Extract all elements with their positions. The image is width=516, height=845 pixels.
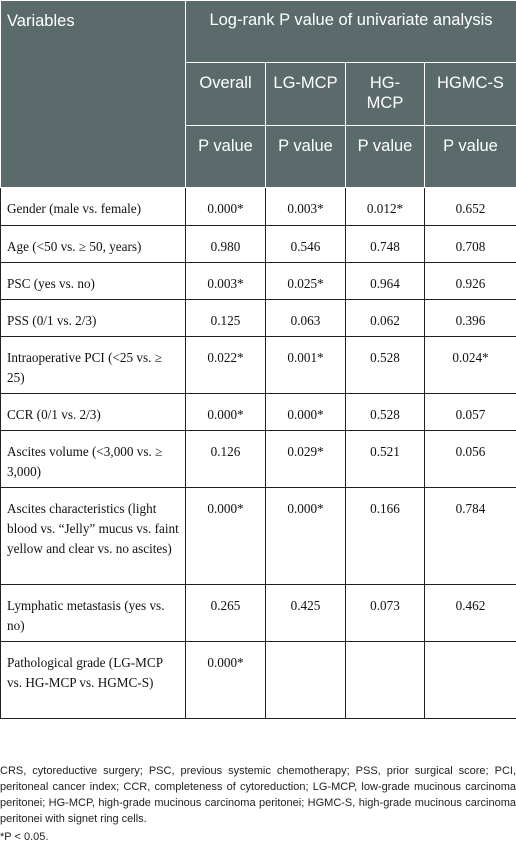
pvalue-cell: 0.003* — [266, 188, 346, 226]
pvalue-cell: 0.528 — [346, 337, 425, 394]
table-row — [1, 585, 516, 642]
pvalue-cell: 0.000* — [186, 642, 266, 719]
pvalue-cell: 0.029* — [266, 431, 346, 488]
pvalue-cell: 0.000* — [266, 488, 346, 585]
table-row — [1, 394, 516, 431]
variable-cell: Intraoperative PCI (<25 vs. ≥ 25) — [1, 337, 186, 394]
pvalue-header: P value — [266, 126, 346, 188]
pvalue-cell: 0.521 — [346, 431, 425, 488]
pvalue-cell: 0.063 — [266, 300, 346, 337]
variables-header: Variables — [1, 1, 186, 188]
pvalue-header: P value — [346, 126, 425, 188]
variable-cell: PSS (0/1 vs. 2/3) — [1, 300, 186, 337]
pvalue-cell: 0.980 — [186, 226, 266, 263]
pvalue-cell: 0.528 — [346, 394, 425, 431]
pvalue-header: P value — [186, 126, 266, 188]
table-row — [1, 188, 516, 226]
pvalue-cell: 0.056 — [425, 431, 516, 488]
pvalue-cell: 0.546 — [266, 226, 346, 263]
variable-cell: CCR (0/1 vs. 2/3) — [1, 394, 186, 431]
variable-cell: Pathological grade (LG-MCP vs. HG-MCP vs. HGMC-S) — [1, 642, 186, 719]
table-footnote — [0, 763, 516, 845]
pvalue-cell: 0.784 — [425, 488, 516, 585]
table-row — [1, 300, 516, 337]
pvalue-cell: 0.003* — [186, 263, 266, 300]
pvalue-cell: 0.001* — [266, 337, 346, 394]
pvalue-cell: 0.000* — [186, 394, 266, 431]
pvalue-cell: 0.748 — [346, 226, 425, 263]
pvalue-cell: 0.025* — [266, 263, 346, 300]
column-header-overall: Overall — [186, 63, 266, 126]
variable-cell: PSC (yes vs. no) — [1, 263, 186, 300]
abbreviations-note: CRS, cytoreductive surgery; PSC, previous systemic chemotherapy; PSS, prior surgical score; PCI, peritoneal cancer index; CCR, completeness of cytoreduction; LG-MCP, low-grade mucinous carcinoma peritonei; HG-MCP, high-grade mucinous carcinoma peritonei; HGMC-S, high-grade mucinous carcinoma peritonei with signet ring cells. — [0, 763, 516, 827]
pvalue-cell: 0.125 — [186, 300, 266, 337]
pvalue-cell: 0.012* — [346, 188, 425, 226]
column-header-lg-mcp: LG-MCP — [266, 63, 346, 126]
pvalue-cell — [266, 642, 346, 719]
pvalue-cell: 0.265 — [186, 585, 266, 642]
pvalue-cell — [346, 642, 425, 719]
column-header-hgmc-s: HGMC-S — [425, 63, 516, 126]
table-row — [1, 488, 516, 585]
table-row — [1, 337, 516, 394]
pvalue-cell: 0.462 — [425, 585, 516, 642]
column-header-hg-mcp: HG-MCP — [346, 63, 425, 126]
pvalue-cell: 0.652 — [425, 188, 516, 226]
pvalue-cell: 0.425 — [266, 585, 346, 642]
variable-cell: Age (<50 vs. ≥ 50, years) — [1, 226, 186, 263]
variable-cell: Gender (male vs. female) — [1, 188, 186, 226]
pvalue-cell: 0.708 — [425, 226, 516, 263]
variable-cell: Lymphatic metastasis (yes vs. no) — [1, 585, 186, 642]
pvalue-cell: 0.166 — [346, 488, 425, 585]
table-row — [1, 263, 516, 300]
table-row — [1, 642, 516, 719]
table-row — [1, 226, 516, 263]
pvalue-cell: 0.000* — [266, 394, 346, 431]
pvalue-cell: 0.073 — [346, 585, 425, 642]
pvalue-cell: 0.964 — [346, 263, 425, 300]
pvalue-cell: 0.022* — [186, 337, 266, 394]
table-row — [1, 431, 516, 488]
pvalue-header: P value — [425, 126, 516, 188]
significance-note: *P < 0.05. — [0, 829, 516, 845]
pvalue-cell: 0.126 — [186, 431, 266, 488]
group-title-header: Log-rank P value of univariate analysis — [186, 1, 516, 63]
variable-cell: Ascites volume (<3,000 vs. ≥ 3,000) — [1, 431, 186, 488]
variable-cell: Ascites characteristics (light blood vs. “Jelly” mucus vs. faint yellow and clear vs. no ascites) — [1, 488, 186, 585]
pvalue-cell: 0.000* — [186, 488, 266, 585]
pvalue-cell: 0.000* — [186, 188, 266, 226]
pvalue-cell: 0.396 — [425, 300, 516, 337]
pvalue-cell: 0.057 — [425, 394, 516, 431]
pvalue-cell — [425, 642, 516, 719]
pvalue-cell: 0.062 — [346, 300, 425, 337]
pvalue-cell: 0.024* — [425, 337, 516, 394]
pvalue-cell: 0.926 — [425, 263, 516, 300]
